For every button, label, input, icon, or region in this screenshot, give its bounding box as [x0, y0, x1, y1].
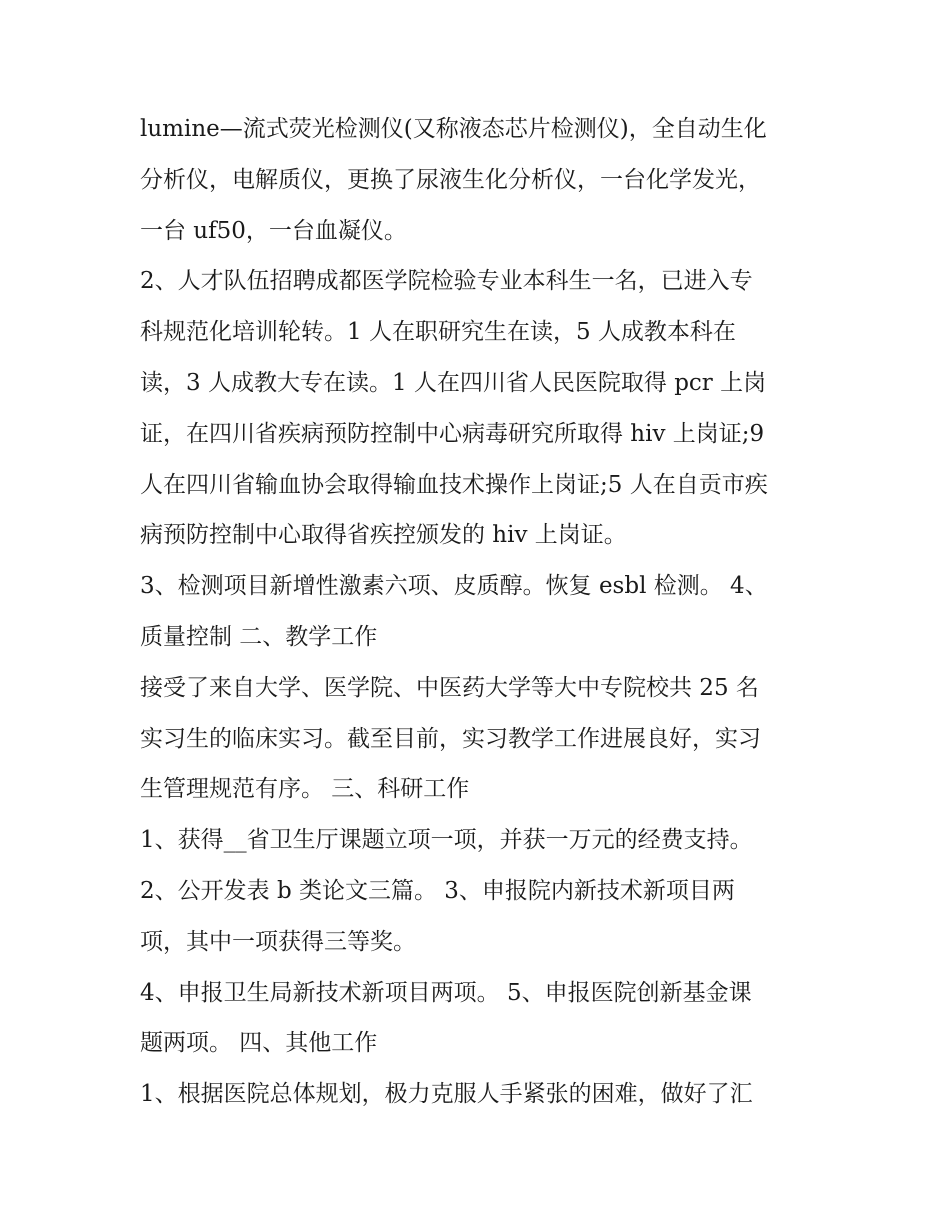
- text-line: 2、人才队伍招聘成都医学院检验专业本科生一名，已进入专: [140, 268, 753, 295]
- text-line: 题两项。 四、其他工作: [140, 1030, 378, 1057]
- text-line: 1、获得__省卫生厅课题立项一项，并获一万元的经费支持。: [140, 827, 753, 854]
- text-line: 读，3 人成教大专在读。1 人在四川省人民医院取得 pcr 上岗: [140, 369, 767, 396]
- text-line: 接受了来自大学、医学院、中医药大学等大中专院校共 25 名: [140, 674, 759, 701]
- text-line: 一台 uf50，一台血凝仪。: [140, 217, 407, 244]
- text-line: 3、检测项目新增性激素六项、皮质醇。恢复 esbl 检测。 4、: [140, 573, 768, 600]
- text-line: 科规范化培训轮转。1 人在职研究生在读，5 人成教本科在: [140, 319, 736, 346]
- text-line: 实习生的临床实习。截至目前，实习教学工作进展良好，实习: [140, 725, 761, 752]
- text-line: lumine—流式荧光检测仪(又称液态芯片检测仪)，全自动生化: [140, 116, 767, 142]
- text-line: 病预防控制中心取得省疾控颁发的 hiv 上岗证。: [140, 522, 627, 549]
- text-line: 1、根据医院总体规划，极力克服人手紧张的困难，做好了汇: [140, 1081, 753, 1108]
- text-line: 分析仪，电解质仪，更换了尿液生化分析仪，一台化学发光，: [140, 166, 761, 193]
- document-body: [140, 104, 820, 1120]
- text-line: 证，在四川省疾病预防控制中心病毒研究所取得 hiv 上岗证;9: [140, 420, 765, 447]
- text-line: 生管理规范有序。 三、科研工作: [140, 776, 470, 803]
- text-line: 4、申报卫生局新技术新项目两项。 5、申报医院创新基金课: [140, 979, 752, 1006]
- text-line: 2、公开发表 b 类论文三篇。 3、申报院内新技术新项目两: [140, 877, 735, 904]
- text-line: 质量控制 二、教学工作: [140, 623, 378, 650]
- text-line: 项，其中一项获得三等奖。: [140, 928, 416, 955]
- text-line: 人在四川省输血协会取得输血技术操作上岗证;5 人在自贡市疾: [140, 471, 768, 498]
